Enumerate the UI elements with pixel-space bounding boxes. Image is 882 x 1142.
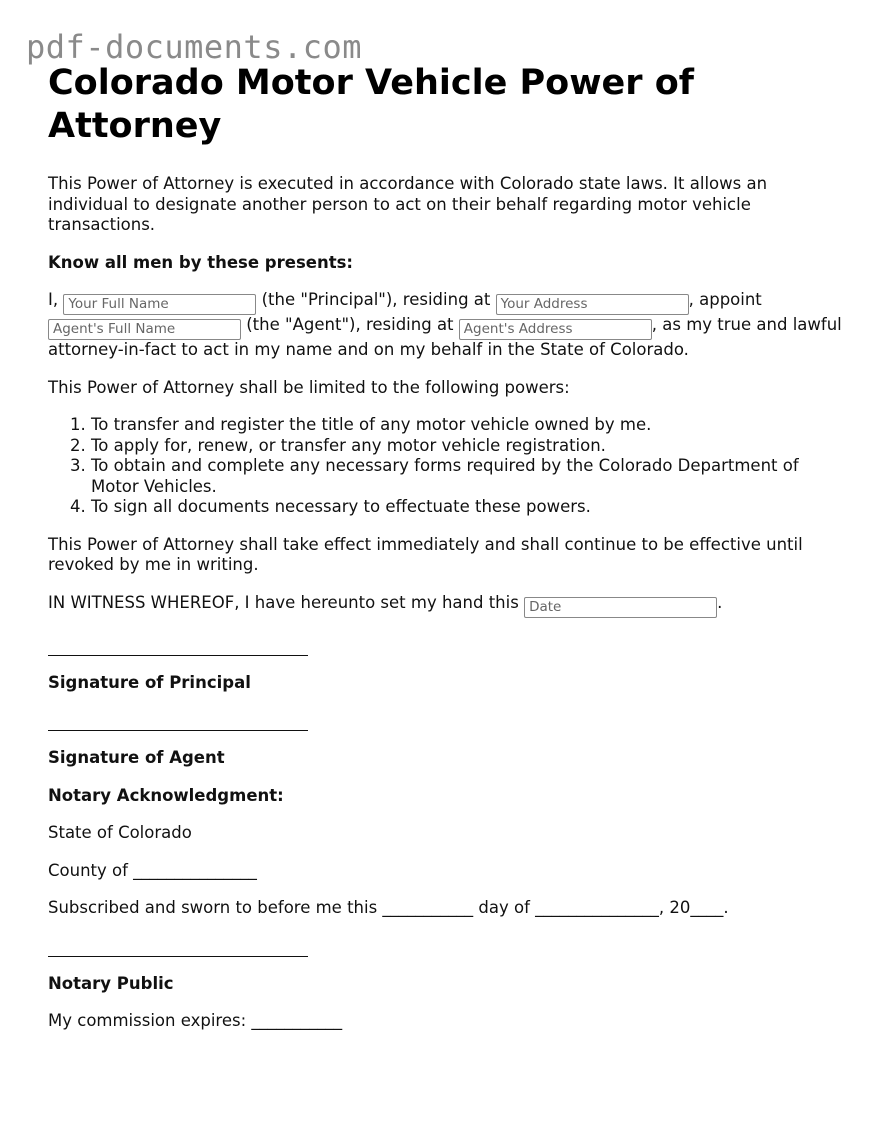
power-item: 4. To sign all documents necessary to effectuate these powers. bbox=[91, 497, 848, 518]
appoint-tail: , as my true and lawful attorney-in-fact to act in my name and on my behalf in the State of Colorado. bbox=[48, 315, 842, 359]
effect-paragraph: This Power of Attorney shall take effect immediately and shall continue to be effective until revoked by me in writing. bbox=[48, 534, 803, 574]
watermark: pdf-documents.com bbox=[26, 28, 363, 66]
agent-signature-label: Signature of Agent bbox=[48, 748, 225, 767]
agent-address-field[interactable]: Agent's Address bbox=[459, 319, 652, 340]
know-all-heading: Know all men by these presents: bbox=[48, 252, 354, 272]
intro-paragraph: This Power of Attorney is executed in accordance with Colorado state laws. It allows an individual to designate another person to act on their behalf regarding motor vehicle transactions. bbox=[48, 174, 768, 234]
power-item: 2. To apply for, renew, or transfer any motor vehicle registration. bbox=[91, 436, 848, 457]
appoint-text: , appoint bbox=[688, 290, 762, 309]
agent-name-field[interactable]: Agent's Full Name bbox=[48, 319, 241, 340]
agent-signature-line[interactable] bbox=[48, 710, 308, 731]
principal-text: (the "Principal"), residing at bbox=[261, 290, 491, 309]
page-title: Colorado Motor Vehicle Power of Attorney bbox=[48, 63, 695, 146]
document-body bbox=[48, 62, 848, 1049]
principal-signature-line[interactable] bbox=[48, 635, 308, 656]
principal-name-field[interactable]: Your Full Name bbox=[63, 294, 256, 315]
county-line: County of _______________ bbox=[48, 860, 257, 880]
date-field[interactable]: Date bbox=[524, 597, 717, 618]
agent-text: (the "Agent"), residing at bbox=[246, 315, 454, 334]
power-item: 3. To obtain and complete any necessary forms required by the Colorado Department of Motor Vehicles. bbox=[91, 456, 848, 497]
witness-text: IN WITNESS WHEREOF, I have hereunto set my hand this bbox=[48, 592, 519, 612]
witness-end: . bbox=[717, 592, 723, 612]
notary-public-label: Notary Public bbox=[48, 973, 174, 993]
state-line: State of Colorado bbox=[48, 823, 192, 842]
principal-address-field[interactable]: Your Address bbox=[496, 294, 689, 315]
witness-paragraph bbox=[48, 593, 848, 618]
powers-list bbox=[48, 415, 848, 518]
principal-signature-label: Signature of Principal bbox=[48, 672, 251, 692]
subscribed-line: Subscribed and sworn to before me this ___________ day of _______________, 20____. bbox=[48, 898, 729, 917]
appointment-paragraph bbox=[48, 290, 848, 361]
commission-line: My commission expires: ___________ bbox=[48, 1011, 343, 1030]
appoint-prefix: I, bbox=[48, 290, 59, 309]
power-item: 1. To transfer and register the title of any motor vehicle owned by me. bbox=[91, 415, 848, 436]
limited-paragraph: This Power of Attorney shall be limited to the following powers: bbox=[48, 377, 570, 397]
notary-heading: Notary Acknowledgment: bbox=[48, 785, 284, 805]
notary-signature-line[interactable] bbox=[48, 936, 308, 957]
